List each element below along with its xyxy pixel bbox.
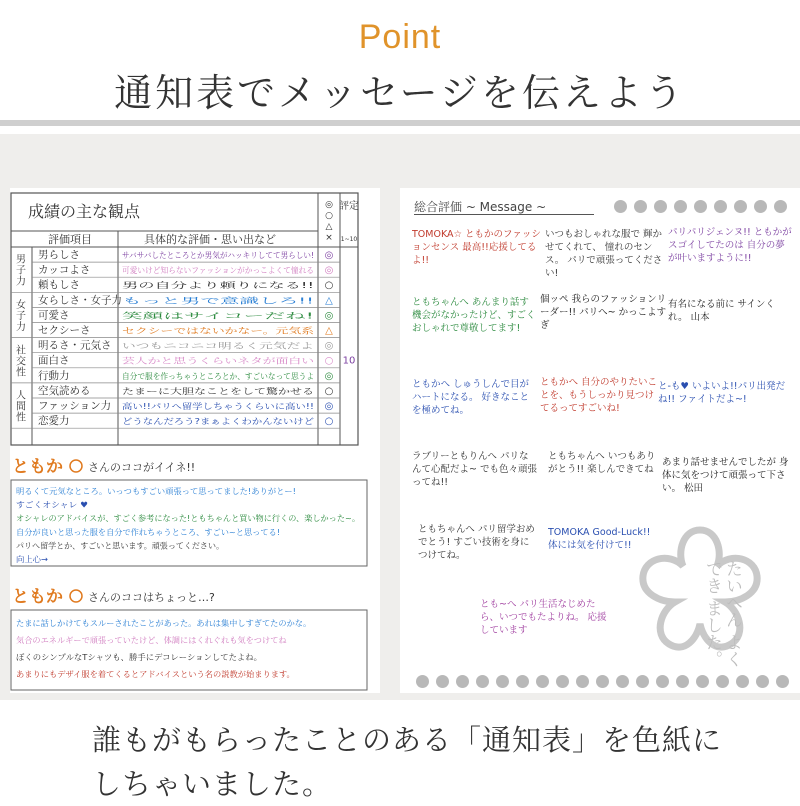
handwritten-message: TOMOKA Good-Luck!! 体には気を付けて!! — [548, 527, 651, 551]
handwritten-message: TOMOKA☆ ともかのファッションセンス 最高!!応援してるよ!! — [412, 229, 541, 266]
binder-dot — [576, 675, 589, 688]
evaluation-mark: ◎ — [324, 340, 334, 352]
evaluation-item-label: 頼もしさ — [38, 279, 80, 292]
evaluation-comment: どうなんだろう?まぁよくわかんないけど — [122, 417, 315, 427]
good-heading-text: さんのココがイイネ!! — [88, 461, 196, 474]
bad-comment-line: たまに話しかけてもスルーされたことがあった。あれは集中しすぎてたのかな。 — [16, 619, 304, 628]
evaluation-mark: △ — [325, 295, 333, 307]
handwritten-message: ともちゃんへ いつもありがとう!! 楽しんできてね — [548, 451, 656, 475]
report-title: 成績の主な観点 — [28, 202, 141, 221]
divider — [0, 120, 800, 126]
column-header-item: 評価項目 — [48, 233, 92, 246]
column-header-detail: 具体的な評価・思い出など — [144, 233, 276, 246]
section-name-char: 力 — [16, 321, 26, 333]
good-comment-line: すごくオシャレ ♥ — [16, 500, 88, 510]
marks-header-symbol: ◎ — [325, 200, 333, 210]
evaluation-comment: 男の自分より頼りになる!! — [122, 281, 215, 291]
bad-heading-text: さんのココはちょっと…? — [88, 591, 215, 604]
evaluation-item-label: 男らしさ — [38, 249, 80, 261]
bad-comment-line: あまりにもデザイ服を着てくるとアドバイスという名の説教が始まります。 — [16, 670, 287, 679]
section-name-char: 力 — [16, 276, 26, 288]
section-name-char: 性 — [16, 367, 26, 379]
binder-dot — [496, 675, 509, 688]
binder-dot — [556, 675, 569, 688]
binder-dot — [654, 200, 667, 213]
title-underline — [414, 214, 594, 215]
handwritten-message: ともちゃんへ パリ留学おめでとう! すごい技術を身につけてね。 — [418, 524, 535, 561]
evaluation-comment: 自分で服を作っちゃうところとか、すごいなって思うよ — [122, 371, 317, 381]
evaluation-mark: ◎ — [324, 401, 334, 412]
good-comment-line: パリへ留学とか、すごいと思います。頑張ってください。 — [16, 541, 224, 551]
evaluation-item-label: 面白さ — [38, 354, 70, 367]
page-headline: 通知表でメッセージを伝えよう — [114, 71, 686, 115]
section-name-char: 女 — [16, 299, 26, 311]
section-name-char: 社 — [16, 345, 26, 357]
good-comment-line: オシャレのアドバイスが、すごく参考になった!ともちゃんと買い物に行くの、楽しかった~。 — [16, 514, 354, 524]
evaluation-item-label: 可愛さ — [38, 309, 70, 322]
section-name-char: 性 — [16, 412, 26, 424]
binder-dot — [456, 675, 469, 688]
binder-dot — [436, 675, 449, 688]
handwritten-message: 個ッペ 我らのファッションリーダー!! パリへ~ かっこよすぎ — [540, 294, 667, 331]
binder-dot — [774, 200, 787, 213]
report-card-table — [10, 188, 380, 693]
good-name: ともか — [12, 457, 63, 477]
binder-dot — [536, 675, 549, 688]
binder-dot — [776, 675, 789, 688]
evaluation-item-label: カッコよさ — [38, 264, 91, 277]
marks-header-symbol: × — [325, 233, 333, 243]
handwritten-message: ラブリーともりんへ パリなんて心配だよ~ でも色々頑張ってね!! — [412, 451, 537, 488]
bad-comment-line: 気合のエネルギーで頑張っていたけど、体調にはくれぐれも気をつけてね — [16, 636, 280, 645]
caption — [92, 718, 772, 806]
handwritten-message: 有名になる前に サインくれ。 山本 — [668, 299, 775, 323]
caption-line-2: しちゃいました。 — [92, 767, 333, 801]
good-comment-line: 明るくて元気なところ。いっつもすごい頑張って思ってました!ありがとー! — [16, 487, 287, 496]
evaluation-comment: たまーに大胆なことをして驚かせる — [122, 386, 247, 396]
bad-comment-line: ぼくのシンプルなTシャツも、勝手にデコレーションしてたよね。 — [16, 653, 252, 662]
binder-dot — [614, 200, 627, 213]
evaluation-mark: ○ — [324, 355, 334, 367]
score-value: 10 — [342, 355, 356, 367]
binder-dot — [754, 200, 767, 213]
binder-dot — [516, 675, 529, 688]
handwritten-message: ともかへ 自分のやりたいことを、もうしっかり見つけてるってすごいね! — [540, 377, 658, 414]
binder-dot — [714, 200, 727, 213]
score-range: 1~10 — [340, 236, 358, 243]
evaluation-item-label: ファッション力 — [38, 400, 112, 412]
good-comment-line: 自分が良いと思った服を自分で作れちゃうところ、すごい~と思ってる! — [16, 527, 274, 537]
evaluation-mark: ◎ — [324, 250, 334, 261]
section-name-char: 間 — [16, 401, 26, 413]
binder-dot — [476, 675, 489, 688]
evaluation-item-label: セクシーさ — [38, 324, 91, 337]
section-name-char: 交 — [16, 356, 26, 368]
evaluation-comment: セクシーではないかなー。元気系 — [122, 326, 239, 336]
section-name-char: 人 — [16, 390, 26, 402]
evaluation-comment: もっと男で意識しろ!! — [122, 296, 199, 306]
good-comment-line: 向上心→ — [16, 555, 47, 564]
handwritten-message: ともちゃんへ あんまり話す機会がなかったけど、すごくおしゃれで尊敬してます! — [412, 297, 536, 334]
evaluation-mark: ◎ — [324, 370, 334, 382]
evaluation-mark: ○ — [324, 280, 334, 292]
marks-header-symbol: △ — [325, 222, 333, 232]
stamp-text: たいへん よくでき ました。 — [702, 560, 742, 668]
sad-face-icon — [70, 590, 82, 602]
message-card-content — [400, 188, 800, 693]
evaluation-item-label: 空気読める — [38, 384, 91, 397]
evaluation-comment: 可愛いけど知らないファッションがかっこよくて憧れる — [122, 266, 317, 276]
score-header: 評定 — [339, 201, 359, 212]
marks-header-symbol: ○ — [325, 211, 333, 221]
evaluation-mark: ◎ — [324, 265, 334, 277]
evaluation-item-label: 行動力 — [38, 369, 70, 382]
evaluation-comment: 笑顔はサイコーだね! — [122, 311, 195, 321]
handwritten-message: パリパリジェンヌ!! ともかがスゴイしてたのは 自分の夢が叶いますように!! — [668, 227, 792, 264]
evaluation-item-label: 女らしさ・女子力 — [38, 294, 122, 307]
section-name-char: 男 — [16, 254, 26, 266]
caption-line-1: 誰もがもらったことのある「通知表」を色紙に — [92, 723, 723, 757]
evaluation-item-label: 恋愛力 — [38, 415, 70, 428]
binder-dot — [734, 200, 747, 213]
message-card-title: 総合評価 ~ Message ~ — [414, 200, 547, 214]
section-name-char: 子 — [16, 265, 26, 277]
evaluation-item-label: 明るさ・元気さ — [38, 339, 112, 352]
binder-dot — [634, 200, 647, 213]
point-heading: Point — [358, 18, 442, 56]
binder-dot — [674, 200, 687, 213]
evaluation-mark: ○ — [324, 416, 334, 428]
handwritten-message: いつもおしゃれな服で 輝かせてくれて、 憧れのセンス。 パリで頑張ってください! — [545, 229, 663, 279]
binder-dot — [694, 200, 707, 213]
handwritten-message: と-も♥ いよいよ!!パリ出発だね!! ファイトだよ~! — [658, 381, 786, 405]
evaluation-comment: 芸人かと思うくらいネタが面白い — [122, 356, 239, 366]
smile-face-icon — [70, 460, 82, 472]
binder-dot — [416, 675, 429, 688]
handwritten-message: ともかへ しゅうしんで目がハートになる。 好きなことを極めてね。 — [412, 379, 530, 416]
evaluation-comment: 高い!!パリへ留学しちゃうくらいに高い!! — [122, 402, 268, 411]
handwritten-message: とも~へ パリ生活なじめたら、いつでもたよりね。 応援しています — [480, 599, 607, 636]
handwritten-message: あまり話せませんでしたが 身体に気をつけて頑張って下さい。 松田 — [662, 457, 789, 494]
evaluation-comment: サバサバしたところとか男気がハッキリしてて男らしい! — [122, 251, 320, 260]
evaluation-mark: ◎ — [324, 310, 334, 322]
binder-dot — [596, 675, 609, 688]
bad-name: ともか — [12, 587, 63, 607]
evaluation-comment: いつもニコニコ明るく元気だよ — [122, 341, 232, 351]
evaluation-mark: ○ — [324, 385, 334, 397]
evaluation-mark: △ — [325, 325, 333, 337]
section-name-char: 子 — [16, 310, 26, 322]
